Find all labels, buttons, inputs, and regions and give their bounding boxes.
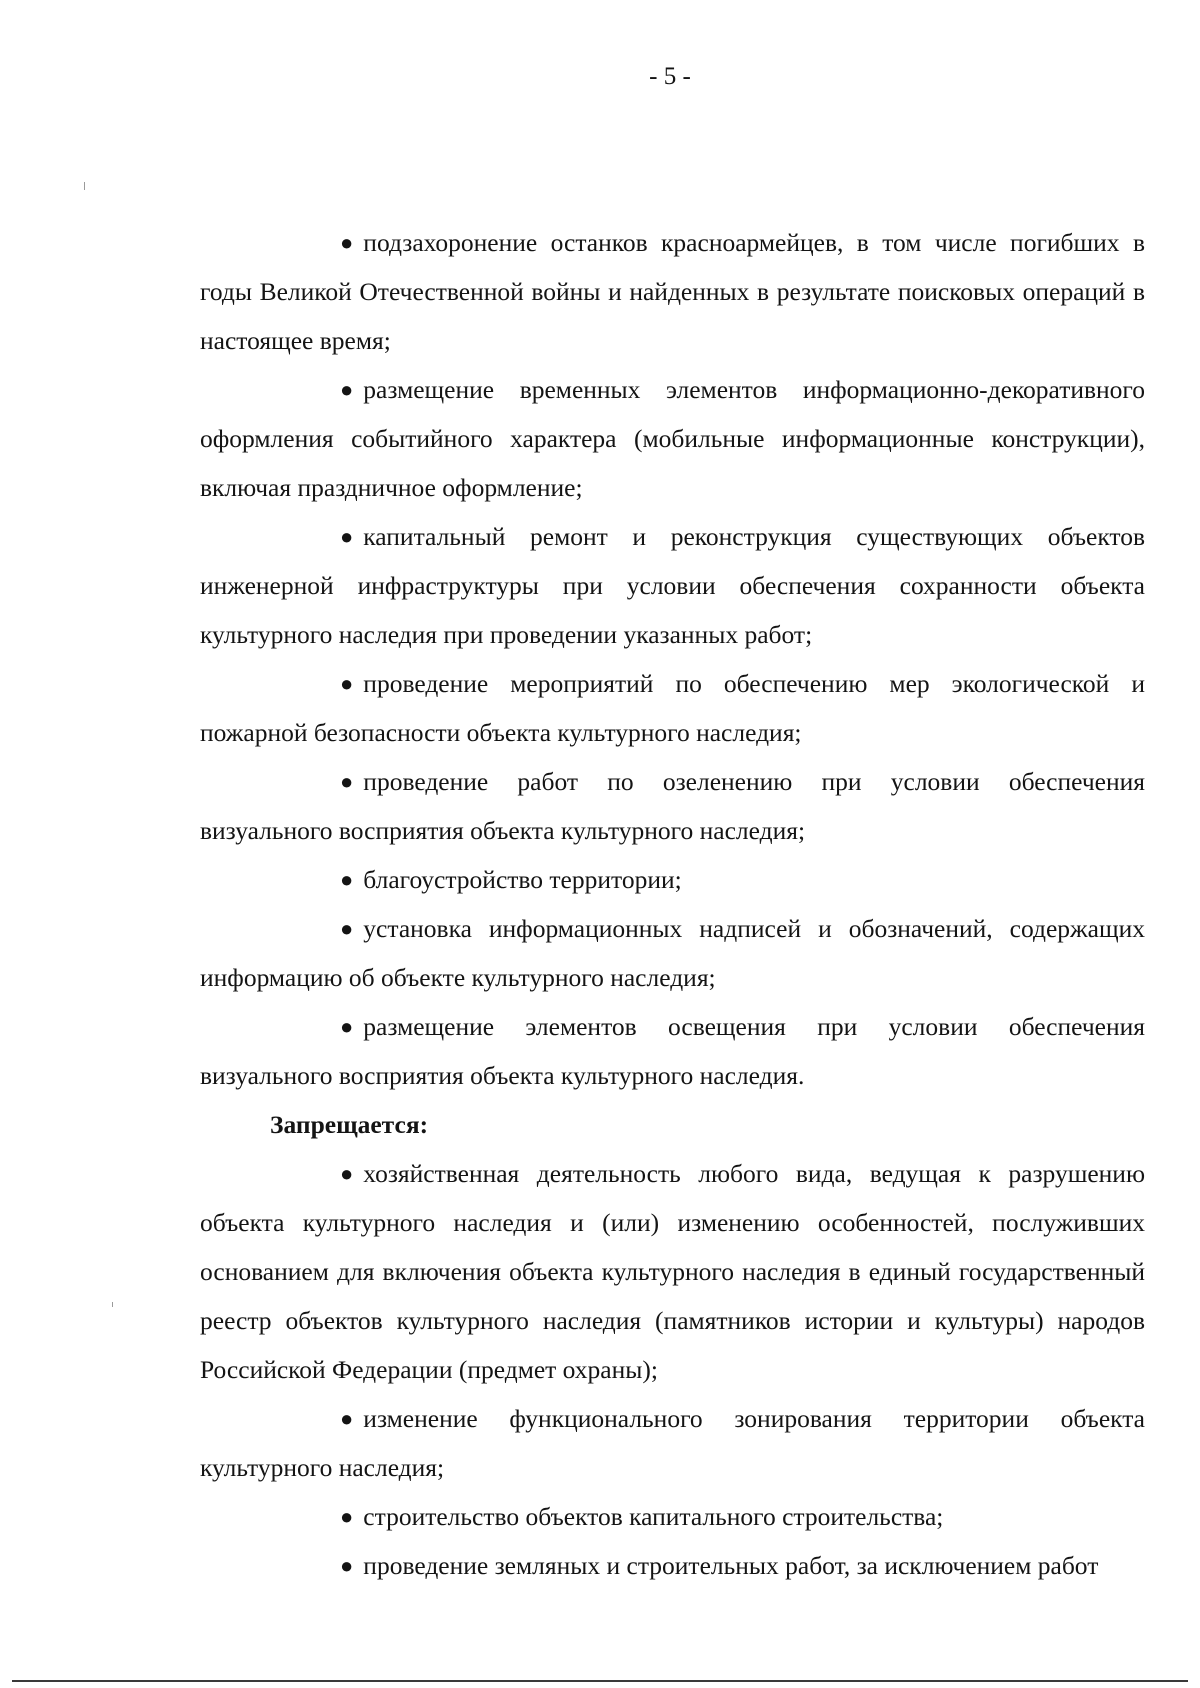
list-item-text: хозяйственная деятельность любого вида, ведущая к разрушению объекта культурного наследия и (или) изменению особенностей, послуживших основанием для включения объекта культурного наследия в единый государственный реестр объектов культурного наследия (памятников истории и культуры) народов Российской Федерации (предмет охраны); [200, 1159, 1145, 1384]
bullet-icon: ● [340, 524, 354, 549]
section-heading: Запрещается: [270, 1110, 429, 1139]
list-item-text: установка информационных надписей и обозначений, содержащих информацию об объекте культурного наследия; [200, 914, 1145, 992]
document-body [200, 218, 1145, 1590]
list-item-text: изменение функционального зонирования территории объекта культурного наследия; [200, 1404, 1145, 1482]
list-item-text: размещение элементов освещения при условии обеспечения визуального восприятия объекта культурного наследия. [200, 1012, 1145, 1090]
list-item [200, 659, 1145, 757]
list-item-text: строительство объектов капитального строительства; [363, 1502, 944, 1531]
list-item-text: размещение временных элементов информационно-декоративного оформления событийного характера (мобильные информационные конструкции), включая праздничное оформление; [200, 375, 1145, 502]
page-edge-rule [12, 1680, 1188, 1682]
list-item [200, 1002, 1145, 1100]
list-item-text: проведение земляных и строительных работ, за исключением работ [363, 1551, 1099, 1580]
list-item-text: благоустройство территории; [363, 865, 682, 894]
list-item-text: проведение мероприятий по обеспечению мер экологической и пожарной безопасности объекта культурного наследия; [200, 669, 1145, 747]
list-item [200, 855, 1145, 904]
bullet-icon: ● [340, 916, 354, 941]
list-item [200, 1149, 1145, 1394]
list-item-text: капитальный ремонт и реконструкция существующих объектов инженерной инфраструктуры при условии обеспечения сохранности объекта культурного наследия при проведении указанных работ; [200, 522, 1145, 649]
list-item [200, 512, 1145, 659]
list-item [200, 1394, 1145, 1492]
bullet-icon: ● [340, 1161, 354, 1186]
bullet-icon: ● [340, 1504, 354, 1529]
bullet-icon: ● [340, 230, 354, 255]
scan-speck [84, 182, 85, 190]
list-item [200, 757, 1145, 855]
list-item [200, 365, 1145, 512]
list-item-text: проведение работ по озеленению при условии обеспечения визуального восприятия объекта культурного наследия; [200, 767, 1145, 845]
list-item [200, 1541, 1145, 1590]
list-item [200, 904, 1145, 1002]
bullet-icon: ● [340, 1406, 354, 1431]
page-number: - 5 - [649, 63, 691, 90]
bullet-icon: ● [340, 1553, 354, 1578]
bullet-icon: ● [340, 377, 354, 402]
list-item-text: подзахоронение останков красноармейцев, в том числе погибших в годы Великой Отечественной войны и найденных в результате поисковых операций в настоящее время; [200, 228, 1145, 355]
scan-speck [112, 1302, 113, 1307]
bullet-icon: ● [340, 1014, 354, 1039]
list-item [200, 1492, 1145, 1541]
bullet-icon: ● [340, 867, 354, 892]
list-item [200, 218, 1145, 365]
bullet-icon: ● [340, 769, 354, 794]
bullet-icon: ● [340, 671, 354, 696]
